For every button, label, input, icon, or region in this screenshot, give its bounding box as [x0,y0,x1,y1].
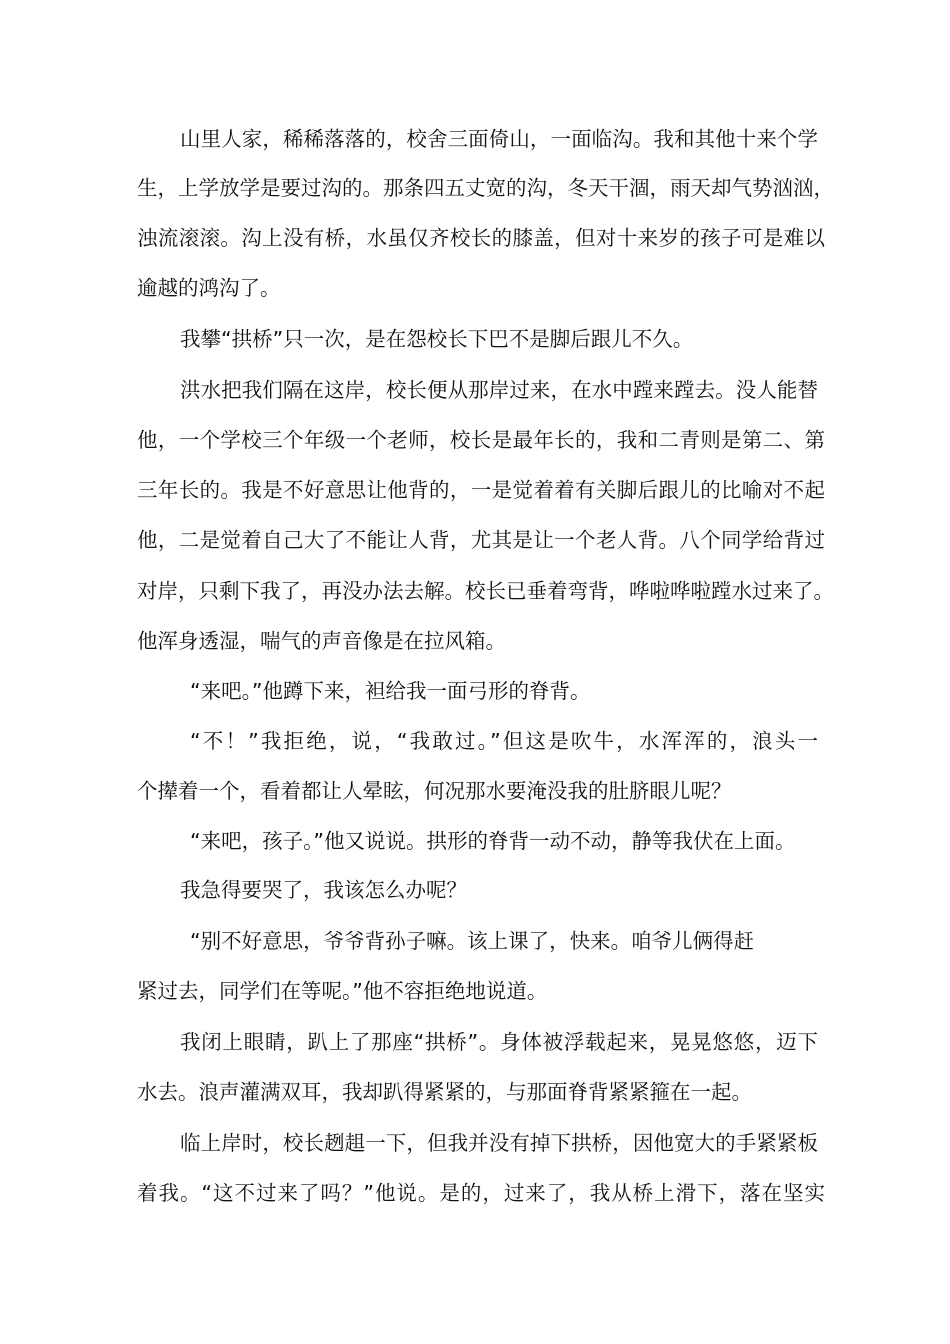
text-line: 对岸，只剩下我了，再没办法去解。校长已垂着弯背，哗啦哗啦蹚水过来了。 [137,579,834,603]
text-line: 紧过去，同学们在等呢。”他不容拒绝地说道。 [137,979,548,1003]
text-line: 他，一个学校三个年级一个老师，校长是最年长的，我和二青则是第二、第 [137,428,825,452]
text-line: 着我。“这不过来了吗？”他说。是的，过来了，我从桥上滑下，落在坚实 [137,1181,825,1205]
text-line: “来吧。”他蹲下来，袒给我一面弓形的脊背。 [190,679,591,703]
text-line: 三年长的。我是不好意思让他背的，一是觉着着有关脚后跟儿的比喻对不起 [137,478,825,502]
text-line: 临上岸时，校长趔趄一下，但我并没有掉下拱桥，因他宽大的手紧紧板 [180,1131,818,1155]
text-line: 水去。浪声灌满双耳，我却趴得紧紧的，与那面脊背紧紧箍在一起。 [137,1080,752,1104]
text-line: 山里人家，稀稀落落的，校舍三面倚山，一面临沟。我和其他十来个学 [180,127,818,151]
text-line: 个撵着一个，看着都让人晕眩，何况那水要淹没我的肚脐眼儿呢？ [137,779,732,803]
text-line: 我急得要哭了，我该怎么办呢？ [180,878,467,902]
text-line: 生，上学放学是要过沟的。那条四五丈宽的沟，冬天干涸，雨天却气势汹汹， [137,176,834,200]
text-line: “来吧，孩子。”他又说说。拱形的脊背一动不动，静等我伏在上面。 [190,829,796,853]
text-line: 我攀“拱桥”只一次，是在怨校长下巴不是脚后跟儿不久。 [180,327,694,351]
text-line: 他，二是觉着自己大了不能让人背，尤其是让一个老人背。八个同学给背过 [137,528,825,552]
text-line: 浊流滚滚。沟上没有桥，水虽仅齐校长的膝盖，但对十来岁的孩子可是难以 [137,226,825,250]
text-line: 逾越的鸿沟了。 [137,276,281,300]
text-line: 他浑身透湿，喘气的声音像是在拉风箱。 [137,629,506,653]
text-line: 洪水把我们隔在这岸，校长便从那岸过来，在水中蹚来蹚去。没人能替 [180,378,818,402]
text-line: “别不好意思，爷爷背孙子嘛。该上课了，快来。咱爷儿俩得赶 [190,929,755,953]
text-line: “不！”我拒绝，说，“我敢过。”但这是吹牛，水浑浑的，浪头一 [190,729,818,753]
text-line: 我闭上眼睛，趴上了那座“拱桥”。身体被浮载起来，晃晃悠悠，迈下 [180,1030,818,1054]
